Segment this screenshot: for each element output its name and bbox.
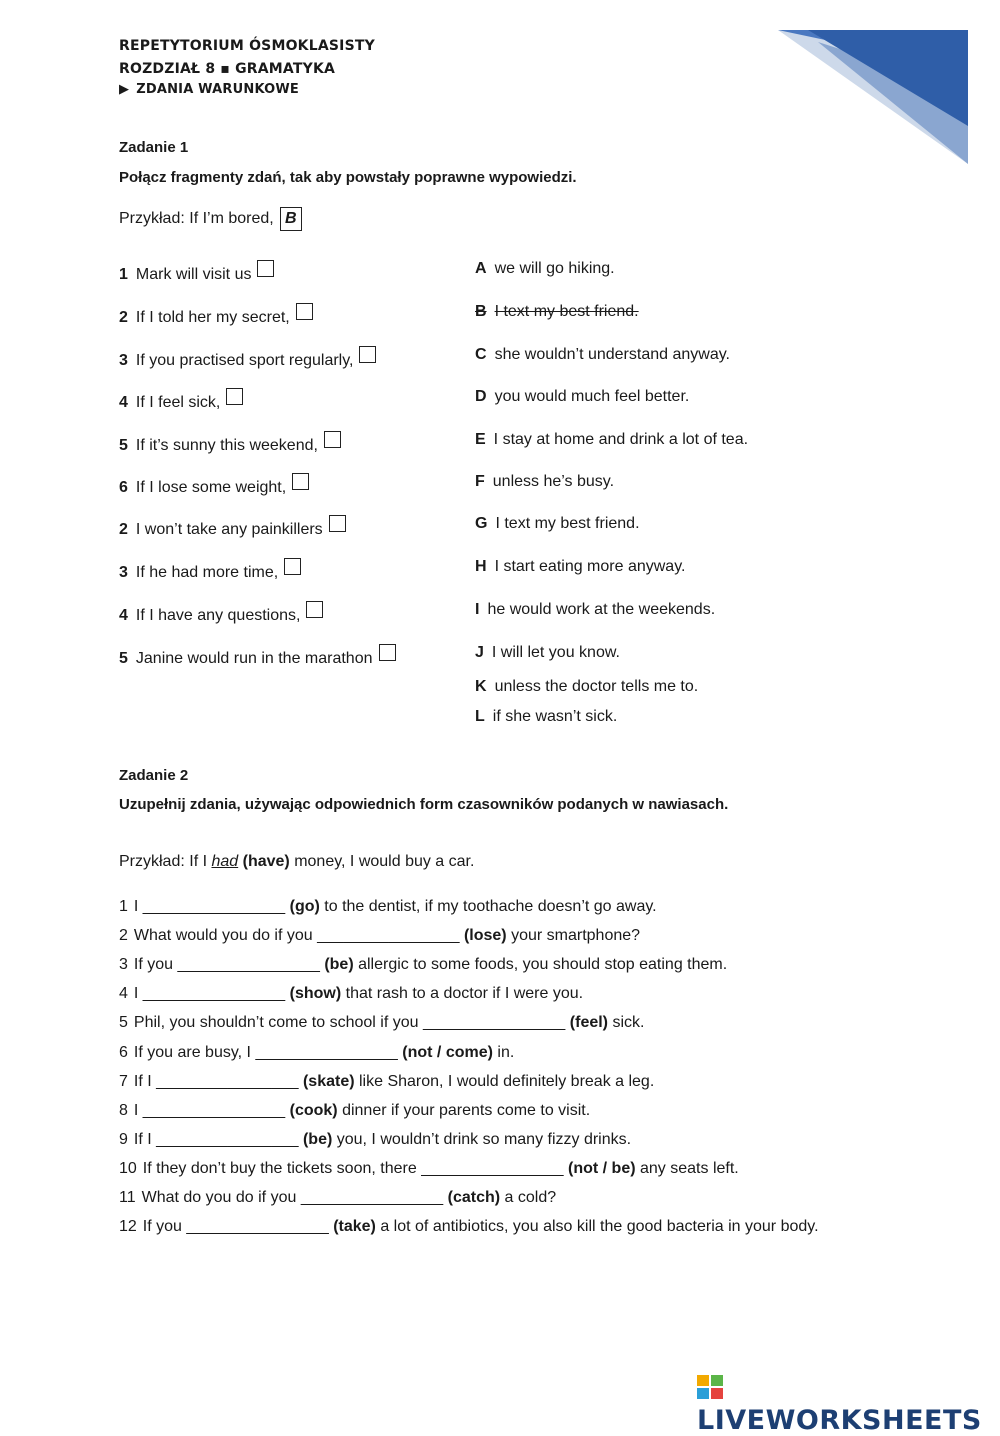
- item-verb: (be): [302, 1130, 333, 1148]
- match-right-item: [475, 515, 640, 533]
- item-number: 1: [119, 266, 128, 283]
- item-verb: (show): [289, 985, 342, 1003]
- item-number: 3: [119, 564, 128, 581]
- item-post: that rash to a doctor if I were you.: [341, 985, 584, 1003]
- item-number: 10: [119, 1159, 137, 1177]
- answer-blank[interactable]: ________________: [177, 956, 320, 974]
- item-number: 1: [119, 898, 128, 915]
- item-text: he would work at the weekends.: [487, 601, 716, 618]
- item-post: allergic to some foods, you should stop eating them.: [353, 956, 728, 974]
- item-text: If I feel sick,: [135, 394, 221, 411]
- item-text: I start eating more anyway.: [494, 558, 686, 575]
- answer-checkbox[interactable]: [329, 515, 346, 532]
- item-number: 5: [119, 437, 128, 454]
- answer-blank[interactable]: ________________: [317, 927, 460, 945]
- task2-instruction: Uzupełnij zdania, używając odpowiednich form czasowników podanych w nawiasach.: [119, 796, 729, 813]
- answer-blank[interactable]: ________________: [300, 1189, 444, 1206]
- liveworksheets-logo: [697, 1374, 1000, 1436]
- header-line-2: ROZDZIAŁ 8 ▪ GRAMATYKA: [119, 61, 336, 77]
- answer-checkbox[interactable]: [324, 431, 341, 448]
- item-letter: K: [475, 678, 487, 695]
- item-verb: (feel): [569, 1014, 609, 1032]
- answer-blank[interactable]: ________________: [142, 1101, 286, 1119]
- item-text: I text my best friend.: [494, 303, 639, 320]
- answer-blank[interactable]: ________________: [156, 1130, 299, 1148]
- item-post: to the dentist, if my toothache doesn’t go away.: [319, 898, 657, 915]
- item-text: she wouldn’t understand anyway.: [494, 346, 730, 363]
- sentence-item: [119, 1044, 514, 1062]
- item-number: 4: [119, 607, 128, 624]
- answer-checkbox[interactable]: [359, 346, 376, 363]
- answer-checkbox[interactable]: [296, 303, 313, 320]
- item-verb: (not / be): [568, 1159, 636, 1177]
- item-letter: A: [475, 260, 487, 277]
- match-left-item: [119, 346, 376, 370]
- item-number: 3: [119, 352, 128, 369]
- answer-checkbox[interactable]: [379, 644, 396, 661]
- item-verb: (catch): [447, 1189, 501, 1206]
- item-text: you would much feel better.: [494, 388, 690, 405]
- item-pre: If I: [133, 1130, 157, 1148]
- answer-blank[interactable]: ________________: [421, 1159, 564, 1177]
- item-pre: Phil, you shouldn’t come to school if you: [133, 1014, 423, 1032]
- sentence-item: [119, 1218, 819, 1236]
- match-right-item: [475, 601, 715, 619]
- item-letter: J: [475, 644, 484, 661]
- section-subtitle: ZDANIA WARUNKOWE: [136, 82, 300, 97]
- item-pre: If you are busy, I: [133, 1043, 256, 1061]
- match-right-item: [475, 558, 685, 576]
- item-letter: G: [475, 515, 488, 532]
- item-letter: D: [475, 388, 487, 405]
- item-letter: L: [475, 708, 485, 725]
- item-pre: I: [133, 1101, 143, 1119]
- item-letter: I: [475, 601, 480, 618]
- sentence-item: [119, 898, 657, 916]
- item-verb: (go): [289, 898, 320, 915]
- item-post: like Sharon, I would definitely break a leg.: [354, 1072, 655, 1090]
- item-pre: If they don’t buy the tickets soon, there: [142, 1159, 422, 1177]
- answer-checkbox[interactable]: [257, 260, 274, 277]
- item-post: in.: [492, 1043, 515, 1061]
- answer-checkbox[interactable]: [292, 473, 309, 490]
- answer-blank[interactable]: ________________: [422, 1014, 566, 1032]
- match-right-item: [475, 260, 615, 278]
- task1-instruction: Połącz fragmenty zdań, tak aby powstały poprawne wypowiedzi.: [119, 169, 577, 186]
- item-number: 8: [119, 1101, 128, 1119]
- item-number: 11: [119, 1189, 136, 1206]
- item-text: I text my best friend.: [495, 515, 640, 532]
- task2-example: [119, 853, 474, 871]
- match-right-item: [475, 678, 698, 696]
- answer-checkbox[interactable]: [284, 558, 301, 575]
- item-post: any seats left.: [635, 1159, 739, 1177]
- triangle-icon: ▶: [119, 82, 130, 97]
- example-verb: (have): [238, 853, 290, 870]
- match-left-item: [119, 515, 346, 539]
- item-number: 5: [119, 650, 128, 667]
- match-left-item: [119, 644, 396, 668]
- answer-checkbox[interactable]: [226, 388, 243, 405]
- item-number: 2: [119, 927, 128, 945]
- example-pre: Przykład: If I: [119, 853, 212, 870]
- item-number: 4: [119, 394, 128, 411]
- item-verb: (skate): [302, 1072, 355, 1090]
- task2-title: Zadanie 2: [119, 767, 189, 784]
- item-letter: C: [475, 346, 487, 363]
- item-number: 5: [119, 1014, 128, 1032]
- item-pre: What do you do if you: [141, 1189, 301, 1206]
- item-number: 6: [119, 1043, 128, 1061]
- sentence-item: [119, 1014, 644, 1032]
- item-text: I will let you know.: [491, 644, 620, 661]
- match-left-item: [119, 388, 243, 412]
- item-number: 9: [119, 1130, 128, 1148]
- item-letter: H: [475, 558, 487, 575]
- item-text: if she wasn’t sick.: [492, 708, 618, 725]
- item-text: unless the doctor tells me to.: [494, 678, 699, 695]
- task1-title: Zadanie 1: [119, 139, 189, 156]
- item-number: 4: [119, 985, 128, 1003]
- item-post: a lot of antibiotics, you also kill the good bacteria in your body.: [375, 1218, 819, 1236]
- match-left-item: [119, 303, 313, 327]
- item-text: Janine would run in the marathon: [135, 650, 373, 667]
- sentence-item: [119, 1102, 590, 1120]
- item-pre: If you: [133, 956, 178, 974]
- item-pre: If you: [142, 1218, 187, 1236]
- match-left-item: [119, 558, 301, 582]
- match-left-item: [119, 260, 274, 284]
- task1-example: [119, 207, 302, 231]
- item-letter: F: [475, 473, 485, 490]
- item-text: I stay at home and drink a lot of tea.: [493, 431, 749, 448]
- corner-decoration: [778, 30, 970, 166]
- item-text: If I have any questions,: [135, 607, 301, 624]
- item-text: If you practised sport regularly,: [135, 352, 354, 369]
- item-text: If I told her my secret,: [135, 309, 290, 326]
- item-pre: I: [133, 898, 143, 915]
- match-left-item: [119, 431, 341, 455]
- item-verb: (lose): [463, 927, 507, 945]
- answer-checkbox[interactable]: [306, 601, 323, 618]
- item-pre: I: [133, 985, 143, 1003]
- match-right-item: [475, 473, 614, 491]
- item-text: I won’t take any painkillers: [135, 521, 323, 538]
- item-text: Mark will visit us: [135, 266, 252, 283]
- item-post: you, I wouldn’t drink so many fizzy drinks.: [332, 1130, 632, 1148]
- sentence-item: [119, 1073, 654, 1091]
- item-pre: If I: [133, 1072, 157, 1090]
- item-post: a cold?: [500, 1189, 557, 1206]
- match-right-item: [475, 708, 617, 726]
- item-text: If I lose some weight,: [135, 479, 287, 496]
- match-left-item: [119, 601, 323, 625]
- answer-blank[interactable]: ________________: [156, 1072, 299, 1090]
- answer-blank[interactable]: ________________: [186, 1218, 329, 1236]
- item-verb: (be): [324, 956, 354, 974]
- match-right-item: [475, 346, 730, 364]
- match-right-item: [475, 431, 748, 449]
- header-line-3: [119, 82, 299, 97]
- match-right-item: [475, 644, 620, 662]
- sentence-item: [119, 1189, 556, 1207]
- item-pre: What would you do if you: [133, 927, 318, 945]
- item-verb: (cook): [289, 1101, 338, 1119]
- item-text: unless he’s busy.: [492, 473, 615, 490]
- logo-text: LIVEWORKSHEETS: [697, 1405, 982, 1436]
- item-post: sick.: [608, 1014, 645, 1032]
- item-post: your smartphone?: [506, 927, 641, 945]
- item-number: 6: [119, 479, 128, 496]
- item-text: If it’s sunny this weekend,: [135, 437, 318, 454]
- item-number: 2: [119, 521, 128, 538]
- sentence-item: [119, 985, 583, 1003]
- item-verb: (not / come): [402, 1043, 493, 1061]
- item-number: 2: [119, 309, 128, 326]
- item-verb: (take): [333, 1218, 376, 1236]
- example-post: money, I would buy a car.: [289, 853, 475, 870]
- item-number: 3: [119, 956, 128, 974]
- example-text: Przykład: If I’m bored,: [119, 210, 274, 228]
- item-text: If he had more time,: [135, 564, 279, 581]
- answer-blank[interactable]: ________________: [142, 898, 286, 915]
- sentence-item: [119, 956, 727, 974]
- match-right-item: [475, 388, 689, 406]
- item-letter: E: [475, 431, 486, 448]
- item-letter: B: [475, 303, 487, 320]
- item-number: 7: [119, 1072, 128, 1090]
- item-post: dinner if your parents come to visit.: [337, 1101, 591, 1119]
- item-text: we will go hiking.: [494, 260, 615, 277]
- liveworksheets-logo-icon: [697, 1375, 725, 1401]
- example-answer-box: B: [280, 207, 302, 231]
- header-line-1: REPETYTORIUM ÓSMOKLASISTY: [119, 38, 375, 54]
- example-answer: had: [211, 853, 239, 870]
- sentence-item: [119, 927, 640, 945]
- match-right-item: [475, 303, 639, 321]
- sentence-item: [119, 1131, 631, 1149]
- answer-blank[interactable]: ________________: [142, 985, 286, 1003]
- item-number: 12: [119, 1218, 137, 1236]
- answer-blank[interactable]: ________________: [255, 1043, 398, 1061]
- sentence-item: [119, 1160, 739, 1178]
- match-left-item: [119, 473, 309, 497]
